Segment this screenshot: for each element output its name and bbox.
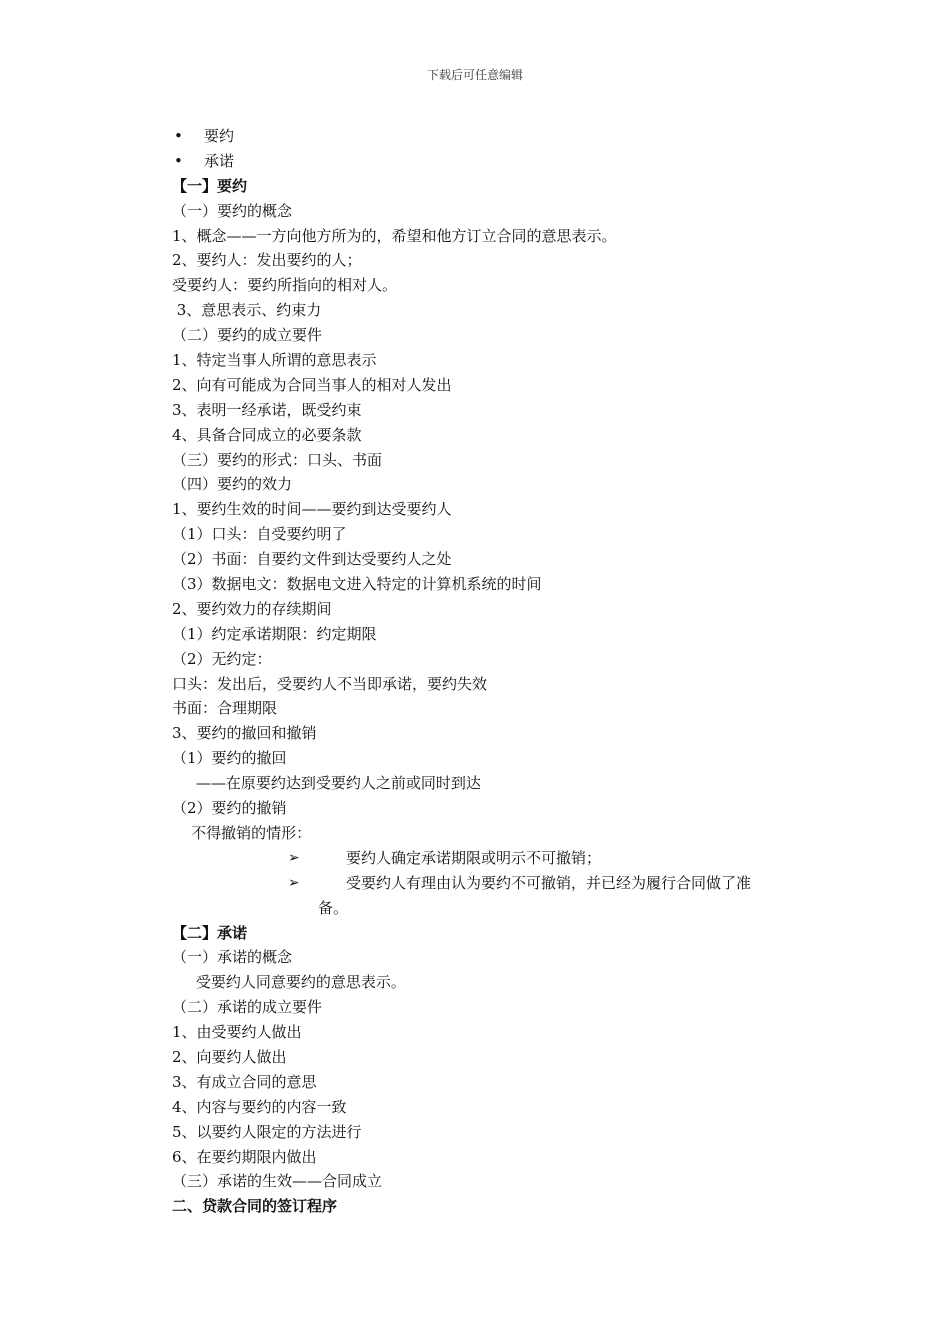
acceptance-concept-title: （一）承诺的概念 — [172, 948, 293, 967]
offer-concept-item: 3、意思表示、约束力 — [172, 301, 322, 320]
offer-form-title: （三）要约的形式：口头、书面 — [172, 450, 383, 469]
irrevocable-case — [172, 871, 832, 896]
offer-effect-item: 1、要约生效的时间——要约到达受要约人 — [172, 500, 452, 519]
bullet-item — [172, 149, 832, 174]
acceptance-heading: 【二】承诺 — [172, 923, 248, 942]
offer-concept-title: （一）要约的概念 — [172, 201, 293, 220]
section-two-heading: 二、贷款合同的签订程序 — [172, 1197, 338, 1216]
acceptance-requirement-item: 4、内容与要约的内容一致 — [172, 1097, 347, 1116]
offer-effect-item: （3）数据电文：数据电文进入特定的计算机系统的时间 — [172, 575, 542, 594]
offer-effect-item: （1）口头：自受要约明了 — [172, 525, 347, 544]
irrevocable-case-text: 要约人确定承诺期限或明示不可撤销； — [346, 848, 602, 867]
offer-concept-item: 受要约人：要约所指向的相对人。 — [172, 276, 398, 295]
page-header: 下载后可任意编辑 — [426, 68, 523, 82]
offer-effect-item: 2、要约效力的存续期间 — [172, 599, 332, 618]
acceptance-requirement-item: 6、在要约期限内做出 — [172, 1147, 317, 1166]
acceptance-requirement-item: 3、有成立合同的意思 — [172, 1072, 317, 1091]
document-body — [172, 124, 832, 1219]
bullet-text: 承诺 — [204, 151, 235, 170]
offer-effect-item: ——在原要约达到受要约人之前或同时到达 — [172, 774, 481, 793]
offer-requirement-item: 1、特定当事人所谓的意思表示 — [172, 351, 377, 370]
irrevocable-case-text: 受要约人有理由认为要约不可撤销，并已经为履行合同做了准 — [346, 873, 752, 892]
offer-requirement-item: 2、向有可能成为合同当事人的相对人发出 — [172, 375, 452, 394]
offer-effect-item: （1）要约的撤回 — [172, 749, 287, 768]
irrevocable-case — [172, 846, 832, 871]
offer-requirements-title: （二）要约的成立要件 — [172, 326, 323, 345]
arrow-bullet-icon: ➢ — [288, 874, 300, 891]
offer-effect-item: （2）书面：自要约文件到达受要约人之处 — [172, 550, 452, 569]
offer-effect-item: （2）无约定： — [172, 649, 272, 668]
offer-effect-item: （2）要约的撤销 — [172, 799, 287, 818]
acceptance-effect-title: （三）承诺的生效——合同成立 — [172, 1172, 383, 1191]
offer-effect-item: 不得撤销的情形： — [172, 823, 312, 842]
bullet-marker: • — [174, 151, 183, 170]
acceptance-requirement-item: 1、由受要约人做出 — [172, 1023, 302, 1042]
offer-heading: 【一】要约 — [172, 176, 248, 195]
offer-concept-item: 1、概念——一方向他方所为的，希望和他方订立合同的意思表示。 — [172, 226, 617, 245]
offer-effect-item: （1）约定承诺期限：约定期限 — [172, 624, 377, 643]
offer-effect-item: 书面：合理期限 — [172, 699, 278, 718]
offer-effect-item: 3、要约的撤回和撤销 — [172, 724, 317, 743]
irrevocable-case-continuation: 备。 — [318, 898, 349, 917]
acceptance-requirement-item: 2、向要约人做出 — [172, 1047, 287, 1066]
offer-requirement-item: 4、具备合同成立的必要条款 — [172, 425, 362, 444]
offer-effect-item: 口头：发出后，受要约人不当即承诺，要约失效 — [172, 674, 488, 693]
offer-requirement-item: 3、表明一经承诺，既受约束 — [172, 400, 362, 419]
bullet-item — [172, 124, 832, 149]
bullet-text: 要约 — [204, 127, 235, 145]
bullet-marker: • — [174, 127, 183, 145]
offer-concept-item: 2、要约人：发出要约的人； — [172, 251, 362, 270]
acceptance-requirement-item: 5、以要约人限定的方法进行 — [172, 1122, 362, 1141]
arrow-bullet-icon: ➢ — [288, 849, 300, 866]
acceptance-concept-text: 受要约人同意要约的意思表示。 — [172, 973, 406, 992]
offer-effect-title: （四）要约的效力 — [172, 475, 293, 494]
acceptance-requirements-title: （二）承诺的成立要件 — [172, 998, 323, 1017]
